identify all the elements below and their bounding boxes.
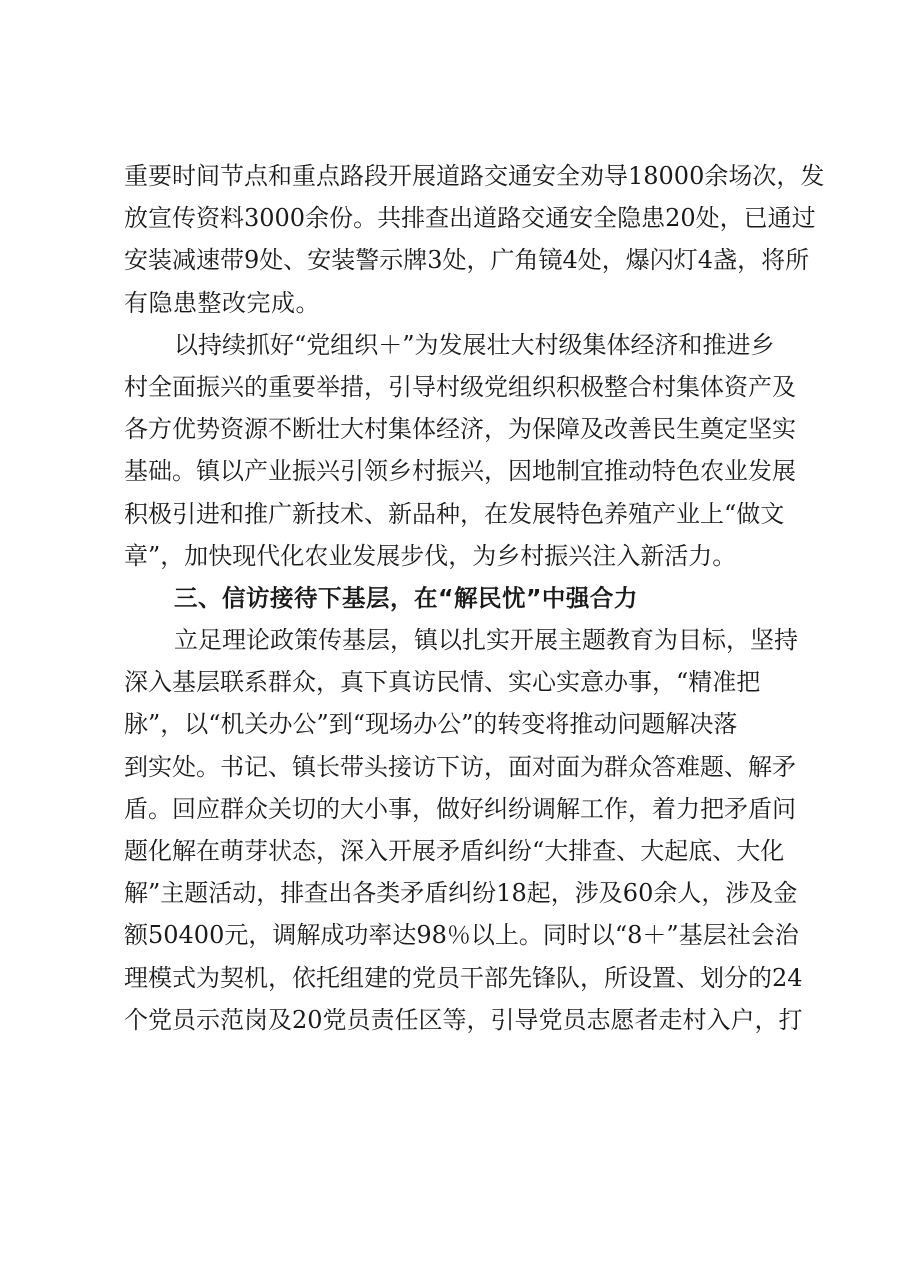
paragraph-line: 深入基层联系群众，真下真访民情、实心实意办事，“精准把: [124, 668, 761, 697]
paragraph-line: 到实处。书记、镇长带头接访下访，面对面为群众答难题、解矛: [124, 752, 796, 781]
paragraph-line: 以持续抓好“党组织＋”为发展壮大村级集体经济和推进乡: [174, 330, 775, 359]
paragraph-line: 村全面振兴的重要举措，引导村级党组织积极整合村集体资产及: [124, 372, 796, 401]
paragraph-line: 有隐患整改完成。: [124, 288, 320, 317]
section-heading: 三、信访接待下基层，在“解民忧”中强合力: [174, 583, 638, 612]
document-body: [124, 155, 825, 1041]
paragraph-line: 额50400元，调解成功率达98％以上。同时以“8＋”基层社会治: [124, 921, 799, 950]
paragraph-line: 理模式为契机，依托组建的党员干部先锋队，所设置、划分的24: [124, 963, 803, 992]
paragraph-line: 安装减速带9处、安装警示牌3处，广角镜4处，爆闪灯4盏，将所: [124, 246, 810, 275]
paragraph-line: 题化解在萌芽状态，深入开展矛盾纠纷“大排查、大起底、大化: [124, 837, 785, 865]
paragraph-line: 重要时间节点和重点路段开展道路交通安全劝导18000余场次，发: [124, 162, 825, 190]
paragraph-line: 解”主题活动，排查出各类矛盾纠纷18起，涉及60余人，涉及金: [124, 879, 798, 908]
paragraph-line: 放宣传资料3000余份。共排查出道路交通安全隐患20处，已通过: [124, 204, 816, 233]
paragraph-line: 章”，加快现代化农业发展步伐，为乡村振兴注入新活力。: [124, 541, 737, 570]
paragraph-line: 立足理论政策传基层，镇以扎实开展主题教育为目标，坚持: [174, 626, 798, 655]
paragraph-line: 基础。镇以产业振兴引领乡村振兴，因地制宜推动特色农业发展: [124, 457, 796, 486]
paragraph-line: 各方优势资源不断壮大村集体经济，为保障及改善民生奠定坚实: [124, 415, 796, 444]
paragraph-line: 脉”，以“机关办公”到“现场办公”的转变将推动问题解决落: [124, 710, 738, 739]
paragraph-line: 盾。回应群众关切的大小事，做好纠纷调解工作，着力把矛盾问: [124, 794, 796, 823]
paragraph-line: 个党员示范岗及20党员责任区等，引导党员志愿者走村入户，打: [124, 1005, 803, 1034]
paragraph-line: 积极引进和推广新技术、新品种，在发展特色养殖产业上“做文: [124, 499, 785, 528]
